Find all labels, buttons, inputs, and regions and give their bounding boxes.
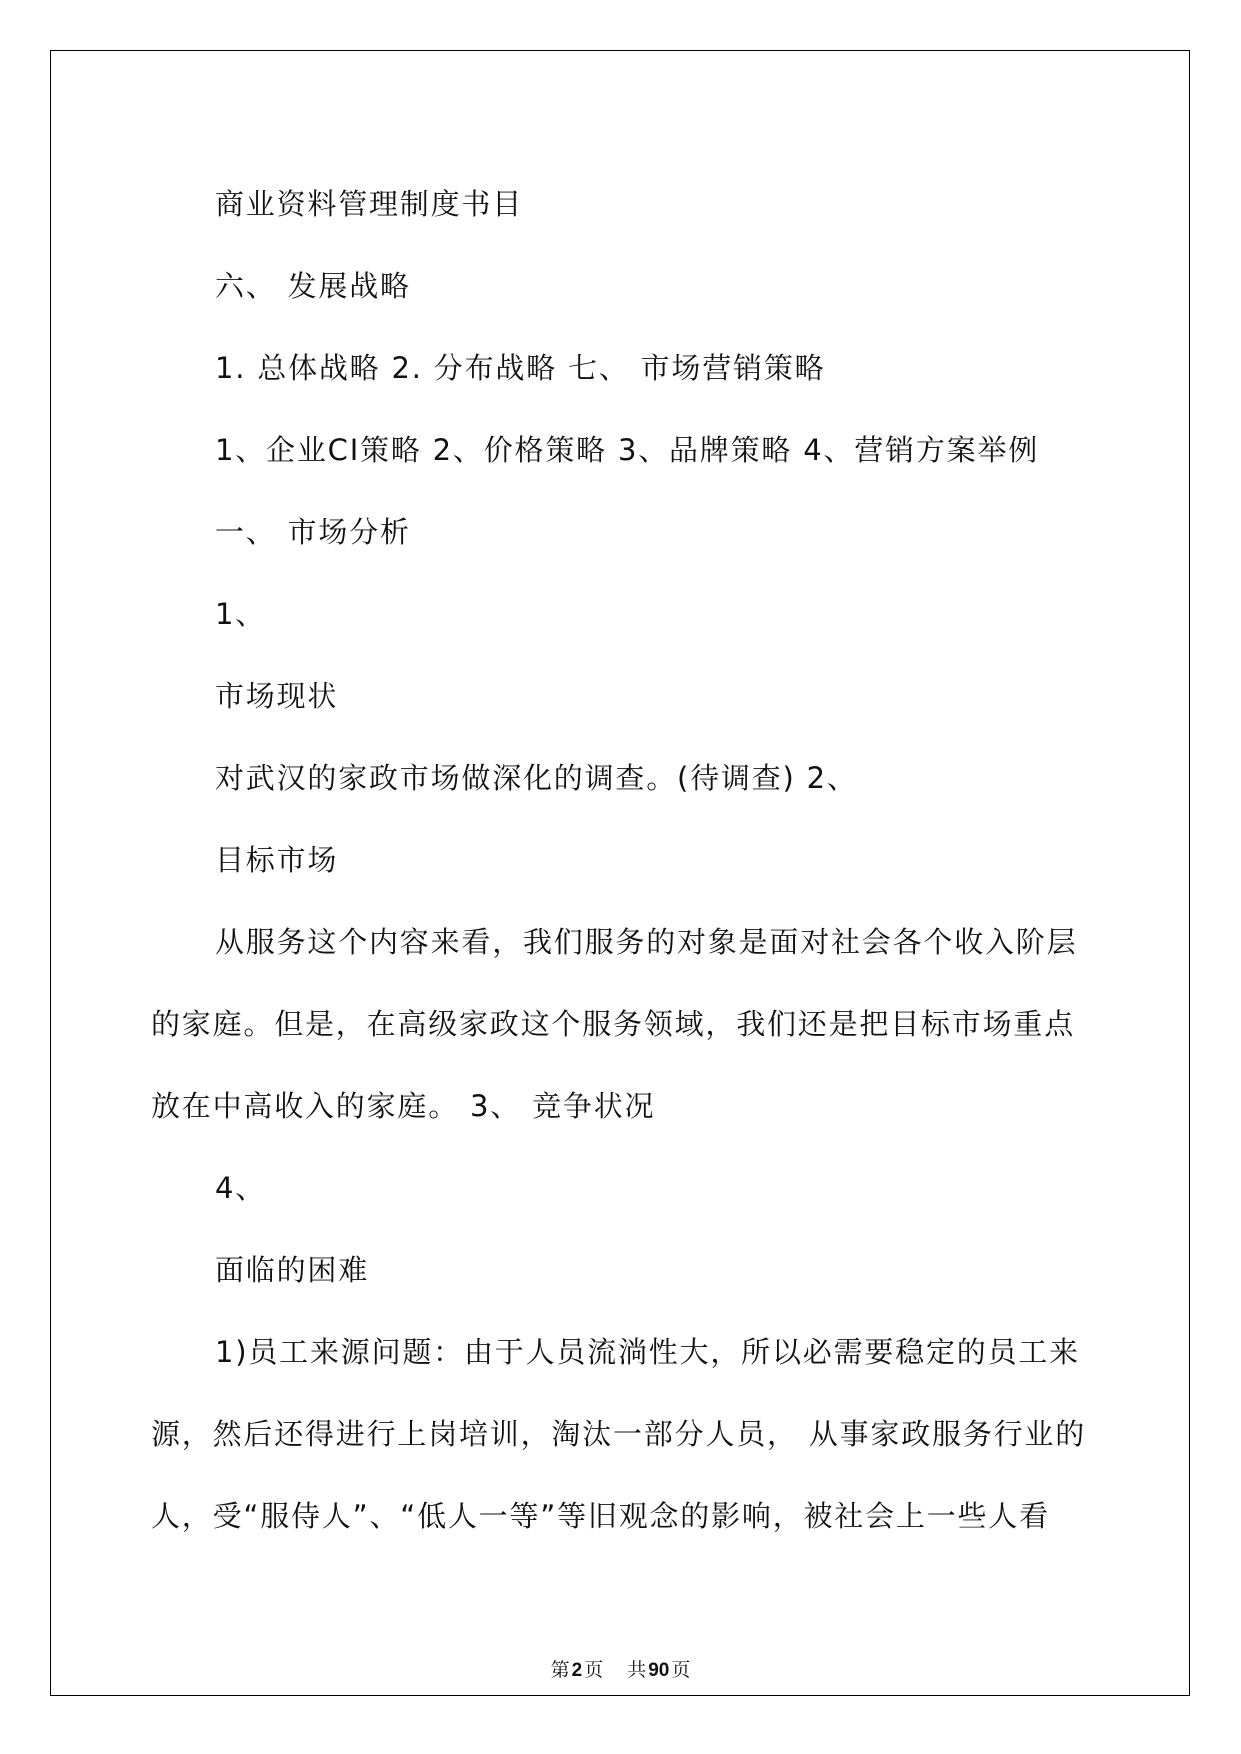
page-suffix: 页 — [584, 1659, 604, 1681]
subheading: 目标市场 — [215, 843, 339, 877]
heading-line: 商业资料管理制度书目 — [215, 187, 524, 221]
body-line: 人，受“服侍人”、“低人一等”等旧观念的影响，被社会上一些人看 — [151, 1499, 1050, 1533]
page-number: 2 — [571, 1660, 583, 1681]
body-line: 的家庭。但是，在高级家政这个服务领域，我们还是把目标市场重点 — [151, 1007, 1076, 1041]
page-footer — [0, 1655, 1241, 1682]
item-number: 4、 — [215, 1171, 267, 1205]
document-body — [151, 163, 1096, 1557]
body-line: 对武汉的家政市场做深化的调查。(待调查) 2、 — [215, 761, 858, 795]
total-suffix: 页 — [671, 1659, 691, 1681]
outline-line: 1. 总体战略 2. 分布战略 七、 市场营销策略 — [215, 351, 826, 385]
page-prefix: 第 — [550, 1659, 570, 1681]
section-heading: 一、 市场分析 — [215, 515, 411, 549]
body-line: 放在中高收入的家庭。 3、 竞争状况 — [151, 1089, 656, 1123]
total-pages: 90 — [648, 1660, 670, 1681]
outline-line: 1、企业CI策略 2、价格策略 3、品牌策略 4、营销方案举例 — [215, 433, 1040, 467]
subheading: 面临的困难 — [215, 1253, 370, 1287]
subheading: 市场现状 — [215, 679, 339, 713]
item-number: 1、 — [215, 597, 267, 631]
body-line: 1)员工来源问题：由于人员流淌性大，所以必需要稳定的员工来 — [215, 1335, 1080, 1369]
section-heading: 六、 发展战略 — [215, 269, 411, 303]
total-prefix: 共 — [627, 1659, 647, 1681]
body-line: 从服务这个内容来看，我们服务的对象是面对社会各个收入阶层 — [215, 925, 1078, 959]
body-line: 源，然后还得进行上岗培训，淘汰一部分人员， 从事家政服务行业的 — [151, 1417, 1087, 1451]
